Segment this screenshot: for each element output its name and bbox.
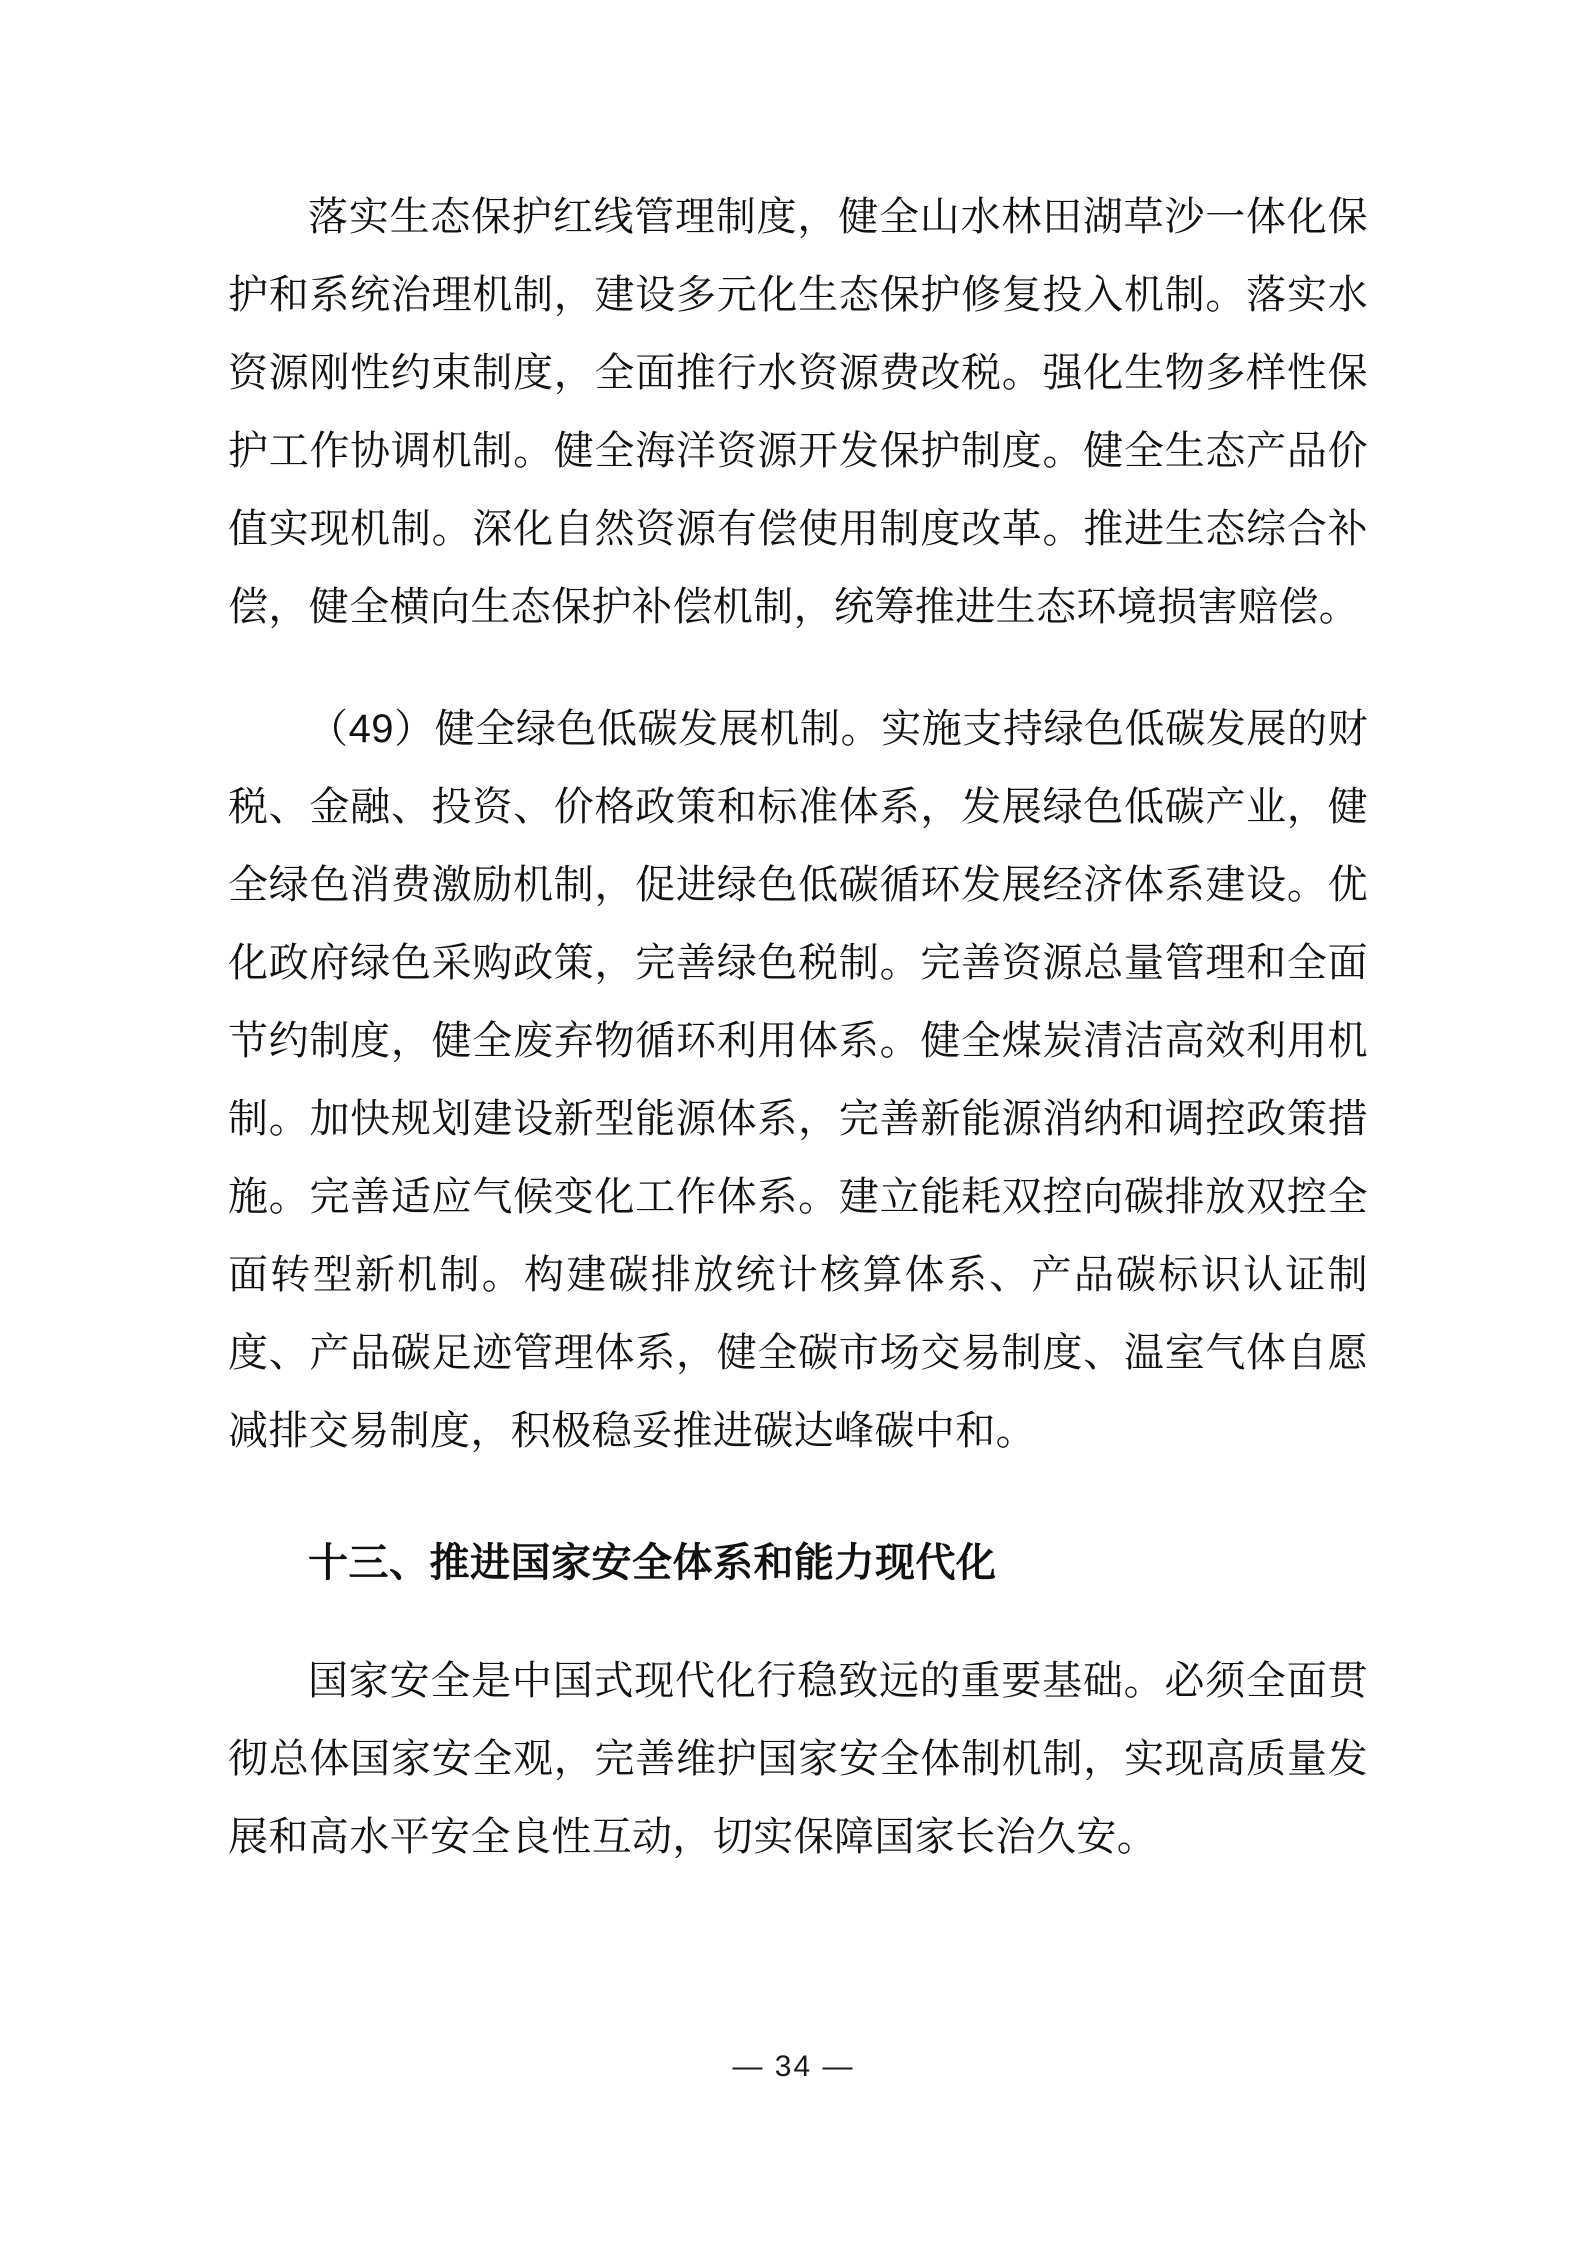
paragraph-green-low-carbon: （49）健全绿色低碳发展机制。实施支持绿色低碳发展的财税、金融、投资、价格政策和标准体系，发展绿色低碳产业，健全绿色消费激励机制，促进绿色低碳循环发展经济体系建设。优化政府绿色采购政策，完善绿色税制。完善资源总量管理和全面节约制度，健全废弃物循环利用体系。健全煤炭清洁高效利用机制。加快规划建设新型能源体系，完善新能源消纳和调控政策措施。完善适应气候变化工作体系。建立能耗双控向碳排放双控全面转型新机制。构建碳排放统计核算体系、产品碳标识认证制度、产品碳足迹管理体系，健全碳市场交易制度、温室气体自愿减排交易制度，积极稳妥推进碳达峰碳中和。 — [228, 707, 1368, 1453]
page-content — [228, 178, 1368, 1920]
section-heading-national-security: 十三、推进国家安全体系和能力现代化 — [308, 1541, 997, 1585]
paragraph-national-security: 国家安全是中国式现代化行稳致远的重要基础。必须全面贯彻总体国家安全观，完善维护国家安全体制机制，实现高质量发展和高水平安全良性互动，切实保障国家长治久安。 — [228, 1659, 1368, 1859]
paragraph-ecological-protection: 落实生态保护红线管理制度，健全山水林田湖草沙一体化保护和系统治理机制，建设多元化生态保护修复投入机制。落实水资源刚性约束制度，全面推行水资源费改税。强化生物多样性保护工作协调机制。健全海洋资源开发保护制度。健全生态产品价值实现机制。深化自然资源有偿使用制度改革。推进生态综合补偿，健全横向生态保护补偿机制，统筹推进生态环境损害赔偿。 — [228, 195, 1368, 629]
page-footer-number: — 34 — — [732, 2050, 855, 2083]
